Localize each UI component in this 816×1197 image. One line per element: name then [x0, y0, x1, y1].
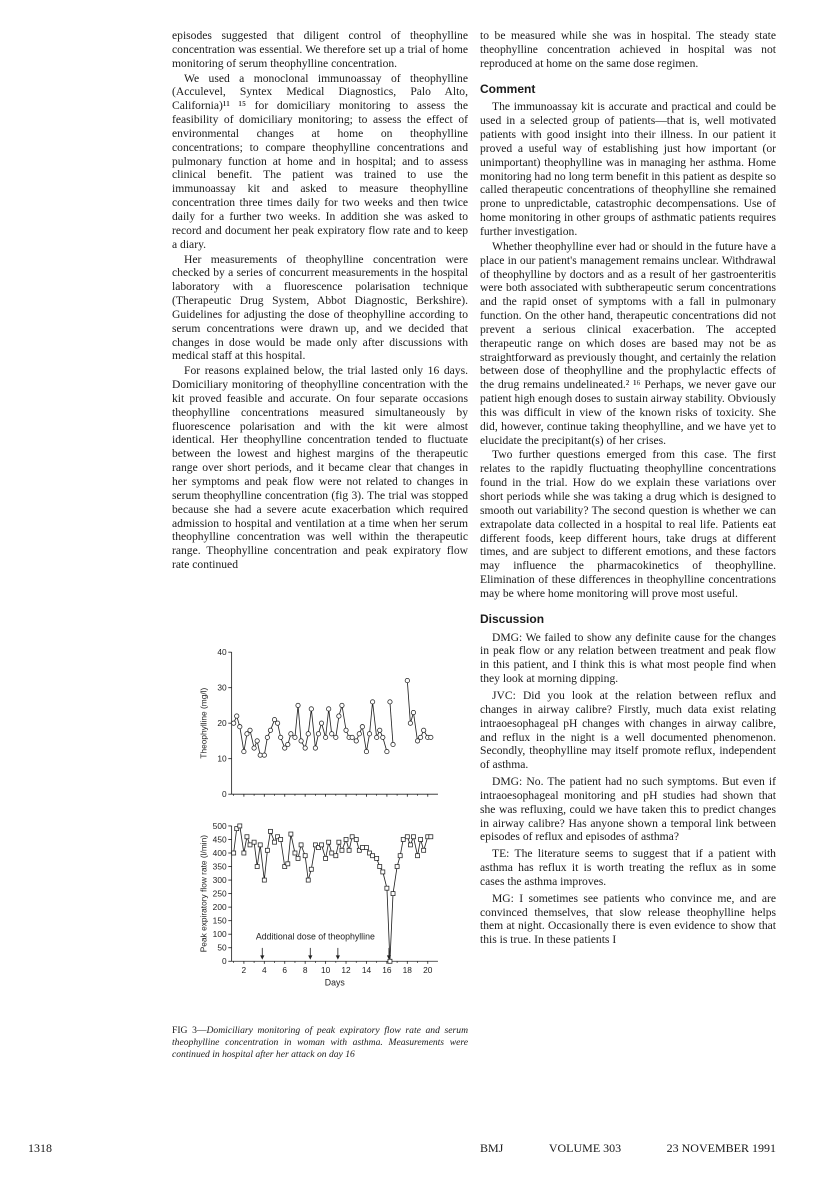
data-point	[330, 851, 334, 855]
data-point	[354, 739, 358, 743]
y-tick-label: 350	[212, 861, 227, 872]
y-tick-label: 10	[217, 753, 227, 764]
data-point	[350, 735, 354, 739]
data-point	[408, 721, 412, 725]
data-point	[354, 837, 358, 841]
discussion-entry	[480, 847, 776, 889]
x-tick-label: 6	[282, 964, 288, 975]
data-point	[313, 746, 317, 750]
data-point	[296, 856, 300, 860]
data-point	[337, 840, 341, 844]
data-point	[323, 735, 327, 739]
x-tick-label: 4	[261, 964, 267, 975]
speaker-initials: MG:	[492, 891, 514, 905]
data-point	[293, 735, 297, 739]
data-point	[252, 840, 256, 844]
data-point	[422, 848, 426, 852]
data-point	[357, 732, 361, 736]
data-point	[306, 732, 310, 736]
speaker-text: We failed to show any definite cause for the changes in peak flow or any relation between treatment and peak flow in this patient, and I think this is what most people find when they look at morning dipping.	[480, 630, 776, 686]
data-point	[378, 728, 382, 732]
y-axis-label: Theophylline (mg/l)	[198, 687, 209, 759]
data-point	[429, 835, 433, 839]
discussion-entry	[480, 775, 776, 844]
data-point	[364, 749, 368, 753]
y-tick-label: 150	[212, 915, 227, 926]
y-tick-label: 0	[221, 956, 227, 967]
theophylline-chart	[199, 648, 438, 799]
data-point	[370, 700, 374, 704]
data-point	[232, 851, 236, 855]
data-point	[326, 707, 330, 711]
y-tick-label: 50	[217, 942, 227, 953]
data-point	[344, 837, 348, 841]
data-point	[381, 870, 385, 874]
data-point	[360, 725, 364, 729]
data-point	[272, 717, 276, 721]
y-axis-label: Peak expiratory flow rate (l/min)	[198, 834, 209, 953]
data-point	[401, 837, 405, 841]
data-point	[268, 829, 272, 833]
data-point	[238, 824, 242, 828]
data-point	[324, 856, 328, 860]
paragraph: We used a monoclonal immunoassay of theophylline (Acculevel, Syntex Medical Diagnostics, Palo Alto, California)¹¹ ¹⁵ for domiciliary monitoring to assess the feasibility of domiciliary monitoring; to assess the effect of environmental changes at home on theophylline concentrations; to compare theophylline concentrations and pulmonary function at home and in hospital; and to assess clinical benefit. The patient was trained to use the immunoassay kit and asked to measure theophylline concentration three times daily for two weeks and then twice daily for a further two weeks. In addition she was asked to record and document her peak expiratory flow rate and to keep a diary.	[172, 71, 468, 251]
series-line	[407, 681, 430, 741]
data-point	[309, 867, 313, 871]
x-axis-label: Days	[324, 977, 345, 988]
peak-flow-chart	[199, 821, 438, 988]
data-point	[278, 735, 282, 739]
series-line	[390, 702, 393, 745]
data-point	[268, 728, 272, 732]
data-point	[319, 721, 323, 725]
data-point	[265, 735, 269, 739]
data-point	[334, 735, 338, 739]
data-point	[391, 742, 395, 746]
figure-label: FIG 3—	[172, 1025, 207, 1036]
data-point	[283, 746, 287, 750]
y-tick-label: 0	[221, 789, 227, 800]
data-point	[340, 703, 344, 707]
data-point	[375, 856, 379, 860]
data-point	[296, 703, 300, 707]
data-point	[419, 837, 423, 841]
data-point	[242, 749, 246, 753]
data-point	[371, 854, 375, 858]
data-point	[255, 739, 259, 743]
data-point	[367, 732, 371, 736]
y-tick-label: 20	[217, 718, 227, 729]
speaker-text: Did you look at the relation between reflux and changes in airway calibre? Firstly, much data exist relating intraoesophageal pH changes with changes in airway calibre, and reflux in the night is a well documented phenomenon. Secondly, theophylline may itself promote reflux, independent of asthma.	[480, 688, 776, 772]
annotation-label: Additional dose of theophylline	[255, 931, 375, 942]
data-point	[286, 742, 290, 746]
paragraph: to be measured while she was in hospital. The steady state theophylline concentration achieved in hospital was not reproduced at home on the same dose regimen.	[480, 29, 776, 70]
data-point	[385, 749, 389, 753]
data-point	[255, 865, 259, 869]
data-point	[347, 848, 351, 852]
journal-volume: VOLUME 303	[548, 1141, 622, 1155]
data-point	[289, 732, 293, 736]
data-point	[306, 878, 310, 882]
data-point	[337, 714, 341, 718]
data-point	[279, 837, 283, 841]
data-point	[252, 746, 256, 750]
y-tick-label: 300	[212, 874, 227, 885]
journal-name: BMJ	[480, 1141, 504, 1155]
data-point	[289, 832, 293, 836]
speaker-initials: DMG:	[492, 775, 523, 789]
data-point	[327, 840, 331, 844]
journal-date: 23 NOVEMBER 1991	[666, 1141, 776, 1155]
data-point	[316, 732, 320, 736]
annotation-arrow-head	[336, 955, 340, 959]
data-point	[293, 851, 297, 855]
data-point	[258, 753, 262, 757]
y-tick-label: 30	[217, 682, 227, 693]
data-point	[242, 851, 246, 855]
speaker-text: The literature seems to suggest that if a patient with asthma has reflux it is worth treating the reflux as in some cases the asthma improves.	[480, 847, 776, 888]
data-point	[265, 848, 269, 852]
data-point	[360, 846, 364, 850]
data-point	[405, 835, 409, 839]
page-number: 1318	[28, 1141, 52, 1155]
data-point	[231, 721, 235, 725]
journal-footer	[480, 1141, 776, 1156]
x-tick-label: 14	[361, 964, 372, 975]
x-tick-label: 18	[402, 964, 412, 975]
section-heading-comment: Comment	[480, 81, 536, 96]
data-point	[375, 735, 379, 739]
data-point	[395, 865, 399, 869]
x-tick-label: 16	[382, 964, 392, 975]
paragraph: Two further questions emerged from this case. The first relates to the rapidly fluctuating theophylline concentrations found in the trial. How do we explain these variations over short periods while she was taking a drug which is designed to smooth out variability? The second question is whether we can extrapolate data collected in a hospital to real life. Patients eat different foods, keep different hours, take drugs at different times, and are subject to different emotions, and these factors may influence the pharmacokinetics of theophylline. Elimination of these differences in theophylline concentrations may be where home monitoring will prove most useful.	[480, 448, 776, 600]
data-point	[429, 735, 433, 739]
data-point	[320, 843, 324, 847]
discussion-entry	[480, 689, 776, 772]
data-point	[303, 854, 307, 858]
data-point	[381, 735, 385, 739]
data-point	[350, 835, 354, 839]
y-tick-label: 500	[212, 820, 227, 831]
data-point	[245, 835, 249, 839]
data-point	[248, 843, 252, 847]
y-tick-label: 250	[212, 888, 227, 899]
paragraph: For reasons explained below, the trial lasted only 16 days. Domiciliary monitoring of theophylline concentration with the kit proved feasible and accurate. On four separate occasions theophylline concentrations measured simultaneously by fluorescence polarisation and with the kit were almost identical. Her theophylline concentration tended to fluctuate between the lowest and highest margins of the therapeutic range over short periods, and it became clear that changes in her symptoms and peak flow were not related to changes in serum theophylline concentration (fig 3). The trial was stopped because she had a severe acute exacerbation which required admission to hospital and ventilation at a time when her serum theophylline concentration was well within the therapeutic range. Theophylline concentration and peak expiratory flow rate continued	[172, 364, 468, 572]
data-point	[238, 725, 242, 729]
y-tick-label: 100	[212, 929, 227, 940]
data-point	[388, 700, 392, 704]
data-point	[275, 721, 279, 725]
data-point	[235, 714, 239, 718]
left-column	[172, 29, 468, 573]
data-point	[299, 739, 303, 743]
y-tick-label: 400	[212, 847, 227, 858]
data-point	[421, 728, 425, 732]
data-point	[334, 854, 338, 858]
discussion-entry	[480, 892, 776, 947]
y-tick-label: 200	[212, 902, 227, 913]
speaker-initials: TE:	[492, 847, 510, 861]
x-tick-label: 8	[302, 964, 308, 975]
x-tick-label: 10	[320, 964, 331, 975]
data-point	[286, 862, 290, 866]
speaker-initials: JVC:	[492, 688, 516, 702]
x-tick-label: 20	[423, 964, 433, 975]
data-point	[416, 854, 420, 858]
data-point	[330, 732, 334, 736]
data-point	[364, 846, 368, 850]
x-tick-label: 12	[341, 964, 351, 975]
data-point	[408, 843, 412, 847]
right-column	[480, 29, 776, 950]
data-point	[411, 710, 415, 714]
paragraph: Whether theophylline ever had or should in the future have a place in our patient's management remains unclear. Withdrawal of theophylline by doctors and as a result of her gastroenteritis were both associated with subtherapeutic serum concentrations and the rapid onset of symptoms with a fall in pulmonary function. On the other hand, therapeutic concentrations did not prevent a serious clinical exacerbation. The accepted therapeutic range on which doses are based may not be as straightforward as previously thought, and certainly the relation between dose of theophylline and the prophylactic effects of the drug remains undelineated.² ¹⁶ Perhaps, we never gave our patient high enough doses to sustain airway stability. Obviously this was difficult in view of the known risks of toxicity. She did, however, continue taking theophylline, and we have yet to elucidate the precipitant(s) of her crises.	[480, 239, 776, 447]
y-tick-label: 450	[212, 834, 227, 845]
data-point	[405, 678, 409, 682]
data-point	[418, 735, 422, 739]
data-point	[309, 707, 313, 711]
data-point	[385, 886, 389, 890]
discussion-entry	[480, 631, 776, 686]
y-tick-label: 40	[217, 648, 227, 658]
data-point	[340, 848, 344, 852]
figure-caption	[172, 1025, 468, 1061]
data-point	[303, 746, 307, 750]
data-point	[262, 753, 266, 757]
data-point	[415, 739, 419, 743]
data-point	[344, 728, 348, 732]
speaker-text: No. The patient had no such symptoms. But even if intraoesophageal monitoring and pH studies had shown that she was refluxing, could we have taken this to predict changes in airway calibre? Has anyone shown a temporal link between episodes of reflux and episodes of asthma?	[480, 775, 776, 844]
data-point	[273, 840, 277, 844]
data-point	[245, 732, 249, 736]
speaker-initials: DMG:	[492, 630, 523, 644]
paragraph: episodes suggested that diligent control of theophylline concentration was essential. We therefore set up a trial of home monitoring of serum theophylline concentration.	[172, 29, 468, 70]
data-point	[388, 959, 392, 963]
section-heading-discussion: Discussion	[480, 611, 545, 626]
data-point	[262, 878, 266, 882]
paragraph: The immunoassay kit is accurate and practical and could be used in a selected group of patients—that is, well motivated patients with good insight into their illness. In our patient it proved a useful way of establishing just how important (or unimportant) theophylline was in managing her asthma. Home monitoring had no long term benefit in this patient as despite so called therapeutic concentrations of theophylline she remained prone to unpredictable, catastrophic decompensations. Use of home monitoring in other groups of asthmatic patients requires further investigation.	[480, 100, 776, 238]
annotation-arrow-head	[308, 955, 312, 959]
x-tick-label: 2	[241, 964, 247, 975]
figure-caption-text: Domiciliary monitoring of peak expiratory flow rate and serum theophylline concentration in woman with asthma. Measurements were continued in hospital after her attack on day 16	[172, 1025, 468, 1060]
annotation-arrow-head	[260, 955, 264, 959]
data-point	[378, 865, 382, 869]
data-point	[299, 843, 303, 847]
data-point	[391, 892, 395, 896]
speaker-text: I sometimes see patients who convince me, and are convinced themselves, that slow release theophylline helps them at night. Occasionally there is even evidence to show that this is true. In these patients I	[480, 891, 776, 947]
figure-3-chart	[160, 648, 472, 988]
paragraph: Her measurements of theophylline concentration were checked by a series of concurrent measurements in the hospital laboratory with a fluorescence polarisation technique (Therapeutic Drug System, Abbot Diagnostic, Berkshire). Guidelines for adjusting the dose of theophylline according to serum concentrations were drawn up, and we decided that changes in dose would be made only after discussions with medical staff at this hospital.	[172, 252, 468, 363]
data-point	[258, 843, 262, 847]
data-point	[398, 854, 402, 858]
data-point	[248, 728, 252, 732]
data-point	[411, 835, 415, 839]
